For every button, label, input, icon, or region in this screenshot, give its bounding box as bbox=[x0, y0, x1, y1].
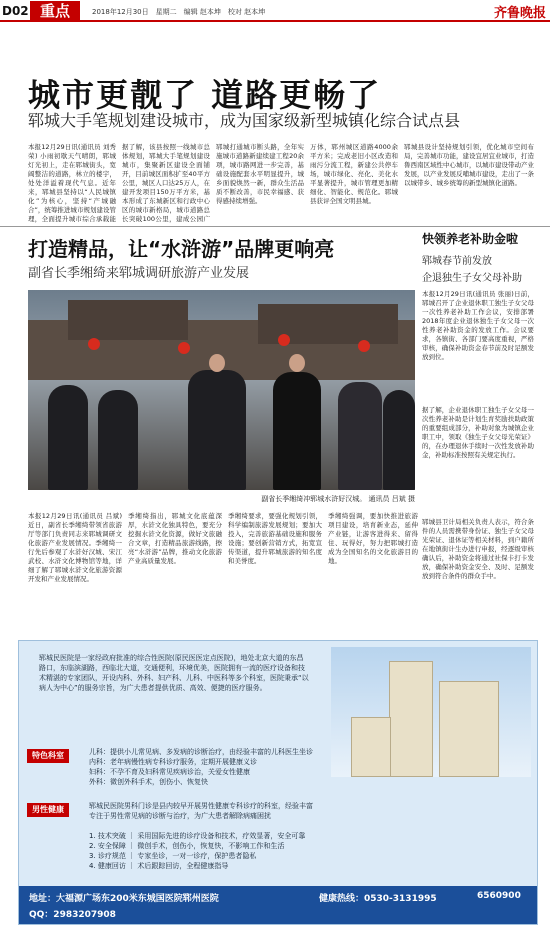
lead-col-5: 郓城县设计坚持规划引领，优化城市空间布局，完善城市功能，建设宜居宜业城市，打造鲁西南区域性中心城市，以城市建设带动产业发展，以产业发展反哺城市建设，走出了一条以城带乡、城乡统筹的新型城镇化道路。 bbox=[404, 143, 534, 187]
page-header bbox=[0, 0, 550, 22]
ad-men-line: 专注于男性常见病的诊断与治疗，为广大患者解除病痛困扰 bbox=[89, 812, 271, 820]
second-col-2: 季缃绮指出，郓城文化底蕴深厚，水浒文化独具特色，要充分挖掘水浒文化资源，做好文旅融合文章，打造精品旅游线路，擦亮“水浒游”品牌，推动文化旅游产业高质量发展。 bbox=[128, 512, 222, 565]
second-headline: 打造精品，让“水浒游”品牌更响亮 bbox=[28, 237, 335, 261]
second-col-1: 本报12月29日讯(通讯员 吕斌) 近日，副省长季缃绮带领省旅游厅等部门负责同志来郓城调研文化旅游产业发展情况。季缃绮一行先后参观了水浒好汉城、宋江武校、水浒文化博物馆等地，详细了解了郓城水浒文化旅游资源开发和产业发展情况。 bbox=[28, 512, 122, 583]
page-number: D02 bbox=[2, 4, 29, 18]
ad-address: 地址：大福源广场东200米东城国医院郓州医院 bbox=[29, 894, 219, 904]
hospital-ad bbox=[18, 640, 538, 925]
ad-step: 3. 诊疗规范 ｜ 专家坐诊，一对一诊疗，保护患者隐私 bbox=[89, 852, 257, 860]
ad-step: 1. 技术突破 ｜ 采用国际先进的诊疗设备和技术，疗效显著，安全可靠 bbox=[89, 832, 306, 840]
newspaper-logo: 齐鲁晚报 bbox=[493, 6, 546, 21]
ad-step: 2. 安全保障 ｜ 微创手术，创伤小，恢复快，不影响工作和生活 bbox=[89, 842, 285, 850]
sidebar-col-2: 据了解，企业退休职工独生子女父母一次性养老补助是计划生育奖励扶助政策的重要组成部分，补助对象为城镇企业职工中，领取《独生子女父母光荣证》的，在办理退休手续时一次性发放补助金，补助标准按照有关规定执行。 bbox=[422, 406, 534, 459]
date-line: 2018年12月30日 星期二 编辑 赵本坤 校对 赵本坤 bbox=[92, 8, 266, 16]
section-divider bbox=[0, 226, 550, 227]
hospital-building-image bbox=[331, 647, 531, 777]
ad-hotline: 健康热线：0530-3131995 bbox=[319, 894, 437, 904]
ad-hotline-2: 6560900 bbox=[477, 891, 521, 901]
ad-intro: 郓城民医院是一家经政府批准的综合性医院(原民医医定点医院)，地处北京大道的东昌路口，东临滨湖路，西临北大道，交通便利，环境优美，医院拥有一流的医疗设备和技术精湛的专家团队，开设内科、外科、妇产科、儿科、中医科等多个科室，医院秉承“以病人为中心”的服务宗旨，为广大患者提供优质、高效、便捷的医疗服务。 bbox=[39, 654, 309, 692]
ad-men-line: 郓城民医院男科门诊是县内较早开展男性健康专科诊疗的科室，经验丰富 bbox=[89, 802, 313, 810]
second-col-4: 季缃绮强调，要加快推进旅游项目建设，培育新业态，延伸产业链，让游客进得来、留得住、玩得好，努力把郓城打造成为全国知名的文化旅游目的地。 bbox=[328, 512, 418, 565]
ad-tag-men: 男性健康 bbox=[27, 803, 69, 817]
lead-col-2: 据了解，该县按照一线城市总体规划，郓城大手笔规划建设城市，集聚新区建设全面铺开，目前城区面积扩至40平方公里，城区人口达25万人，在建开发项目150万平方米，基本形成了东城新区和行政中心区的城市新格局，城市道路总长突破100公里，建成公园广 bbox=[122, 143, 210, 223]
lead-col-3: 郓城打通城市断头路，全年实施城市道路新建续建工程20余项，城市路网进一步完善，基础设施配套水平明显提升，城乡面貌焕然一新，群众生活品质不断改善，市民幸福感、获得感持续增强。 bbox=[216, 143, 304, 205]
section-label: 重点 bbox=[30, 1, 80, 21]
photo-caption: 副省长季缃绮冲郓城水浒好汉城。 通讯员 吕斌 摄 bbox=[261, 495, 415, 503]
lead-col-4: 万体，郓州城区道路4000余平方米；完成老旧小区改造和雨污分流工程，新建公共停车场，城市绿化、亮化、美化水平显著提升，城市管理更加精细化、智能化、规范化。郓城县获评全国文明县城。 bbox=[310, 143, 398, 205]
sidebar-headline: 快领养老补助金啦 bbox=[422, 232, 519, 246]
ad-qq: QQ：2983207908 bbox=[29, 910, 116, 920]
lead-col-1: 本报12月29日讯(通讯员 刘秀荣) 小雨初歇天气晴朗，郓城 灯光初上，走在郓城街头，宽阔整洁的道路，林立的楼宇，处处洋溢着现代气息。近年来，郓城县坚持以“人民城镇化”为核心，坚持“产城融合”，统筹推进城市规划建设管理，全面提升城市综合承载能 bbox=[28, 143, 116, 223]
lead-headline: 城市更靓了 道路更畅了 bbox=[28, 76, 382, 114]
ad-special-line: 儿科：提供小儿常见病、多发病的诊断治疗，由经验丰富的儿科医生坐诊 bbox=[89, 748, 313, 756]
sidebar-subhead-2: 企退独生子女父母补助 bbox=[422, 273, 522, 284]
ad-steps bbox=[89, 831, 529, 871]
ad-step: 4. 健康回访 ｜ 术后跟踪回访，全程健康指导 bbox=[89, 862, 229, 870]
second-subhead: 副省长季缃绮来郓城调研旅游产业发展 bbox=[28, 266, 250, 281]
second-col-3: 季缃绮要求，要强化规划引领，科学编制旅游发展规划；要加大投入，完善旅游基础设施和服务设施；要创新营销方式，拓宽宣传渠道，提升郓城旅游的知名度和美誉度。 bbox=[228, 512, 322, 565]
ad-special-line: 妇科：不孕不育及妇科常见疾病诊治，关爱女性健康 bbox=[89, 768, 250, 776]
sidebar-col-3: 郓城县卫计局相关负责人表示，符合条件的人员需携带身份证、独生子女父母光荣证、退休证等相关材料，到户籍所在地镇街计生办进行申报，经逐级审核确认后，补助资金将通过社保卡打卡发放，确保补助资金安全、及时、足额发放到符合条件的群众手中。 bbox=[422, 518, 534, 580]
sidebar-subhead-1: 郓城春节前发放 bbox=[422, 256, 492, 267]
ad-special-line: 外科：微创外科手术，创伤小、恢复快 bbox=[89, 778, 208, 786]
lead-subhead: 郓城大手笔规划建设城市，成为国家级新型城镇化综合试点县 bbox=[28, 111, 461, 130]
ad-tag-special: 特色科室 bbox=[27, 749, 69, 763]
ad-footer bbox=[19, 886, 537, 924]
sidebar-col-1: 本报12月29日讯(通讯员 张丽)日前，郓城召开了企业退休职工独生子女父母一次性养老补助工作会议，安排部署2018年度企业退休独生子女父母一次性养老补助资金的发放工作。会议要求，各镇街、各部门要高度重视，严格审核，确保补助资金春节前及时足额发放到位。 bbox=[422, 290, 534, 361]
news-photo bbox=[28, 290, 415, 490]
ad-special-line: 内科：老年病慢性病专科诊疗服务，定期开展健康义诊 bbox=[89, 758, 257, 766]
